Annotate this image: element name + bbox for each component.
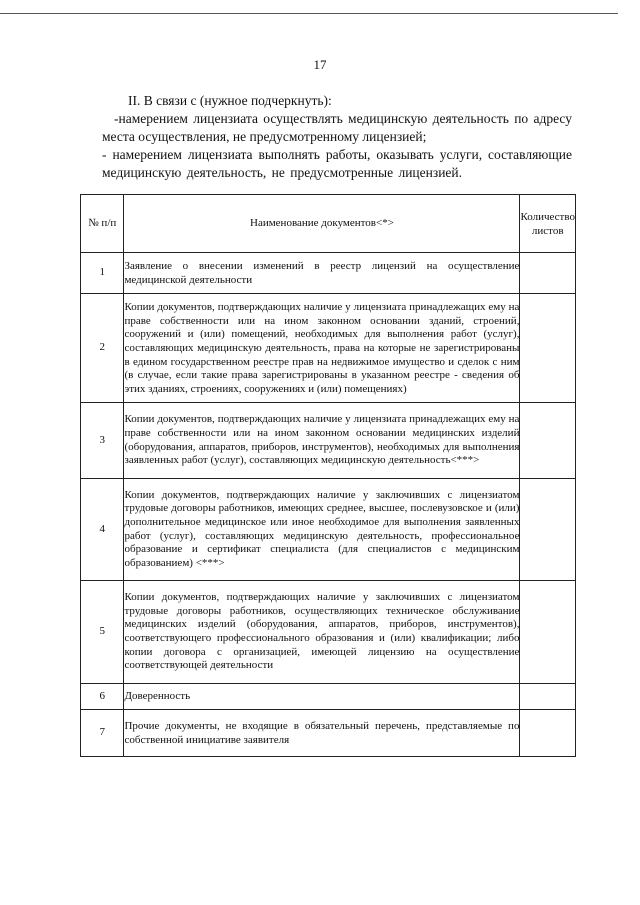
row-quantity bbox=[520, 683, 576, 710]
row-quantity bbox=[520, 710, 576, 756]
header-name: Наименование документов<*> bbox=[124, 195, 520, 253]
row-document-name: Заявление о внесении изменений в реестр лицензий на осуществление медицинской деятельности bbox=[124, 253, 520, 294]
table-row bbox=[81, 683, 576, 710]
row-quantity bbox=[520, 403, 576, 478]
row-number: 2 bbox=[81, 294, 124, 403]
row-number: 1 bbox=[81, 253, 124, 294]
intro-section bbox=[102, 92, 572, 182]
table-row bbox=[81, 253, 576, 294]
section-heading: II. В связи с (нужное подчеркнуть): bbox=[128, 93, 332, 108]
row-quantity bbox=[520, 253, 576, 294]
row-quantity bbox=[520, 478, 576, 581]
header-number: № п/п bbox=[81, 195, 124, 253]
row-document-name: Копии документов, подтверждающих наличие у заключивших с лицензиатом трудовые договоры работников, осуществляющих техническое обслуживание медицинских изделий (оборудования, аппаратов, приборов, инструментов), соответствующего профессионального образования и (или) квалификации; либо копии договора с организацией, имеющей лицензию на осуществление соответствующей деятельности bbox=[124, 581, 520, 684]
row-number: 4 bbox=[81, 478, 124, 581]
row-document-name: Копии документов, подтверждающих наличие у лицензиата принадлежащих ему на праве собственности или на ином законном основании медицинских изделий (оборудования, аппаратов, приборов, инструментов), необходимых для выполнения заявленных работ (услуг), составляющих медицинскую деятельность<***> bbox=[124, 403, 520, 478]
row-document-name: Копии документов, подтверждающих наличие у заключивших с лицензиатом трудовые договоры работников, имеющих среднее, высшее, послевузовское и (или) дополнительное медицинское или иное необходимое для выполнения заявленных работ (услуг), составляющих медицинскую деятельность, профессиональное образование и сертификат специалиста (для специалистов с медицинским образованием) <***> bbox=[124, 478, 520, 581]
row-number: 5 bbox=[81, 581, 124, 684]
row-document-name: Прочие документы, не входящие в обязательный перечень, представляемые по собственной инициативе заявителя bbox=[124, 710, 520, 756]
top-rule bbox=[0, 13, 618, 14]
row-number: 3 bbox=[81, 403, 124, 478]
table-row bbox=[81, 478, 576, 581]
row-document-name: Доверенность bbox=[124, 683, 520, 710]
option-address: -намерением лицензиата осуществлять медицинскую деятельность по адресу места осуществления, не предусмотренному лицензией; bbox=[102, 111, 572, 144]
table-row bbox=[81, 403, 576, 478]
table-row bbox=[81, 710, 576, 756]
row-quantity bbox=[520, 294, 576, 403]
option-works: - намерением лицензиата выполнять работы, оказывать услуги, составляющие медицинскую деятельность, не предусмотренные лицензией. bbox=[102, 147, 572, 180]
table-header-row bbox=[81, 195, 576, 253]
table-row bbox=[81, 294, 576, 403]
page-number: 17 bbox=[313, 57, 327, 72]
row-quantity bbox=[520, 581, 576, 684]
row-number: 7 bbox=[81, 710, 124, 756]
row-number: 6 bbox=[81, 683, 124, 710]
row-document-name: Копии документов, подтверждающих наличие у лицензиата принадлежащих ему на праве собственности или на ином законном основании зданий, строений, сооружений и (или) помещений, необходимых для выполнения работ (услуг), составляющих медицинскую деятельность, права на которые не зарегистрированы в едином государственном реестре прав на недвижимое имущество и сделок с ним (в случае, если такие права зарегистрированы в указанном реестре - сведения об этих зданиях, строениях, сооружениях и (или) помещениях) bbox=[124, 294, 520, 403]
table-row bbox=[81, 581, 576, 684]
header-quantity: Количество листов bbox=[520, 195, 576, 253]
documents-table bbox=[80, 194, 576, 757]
